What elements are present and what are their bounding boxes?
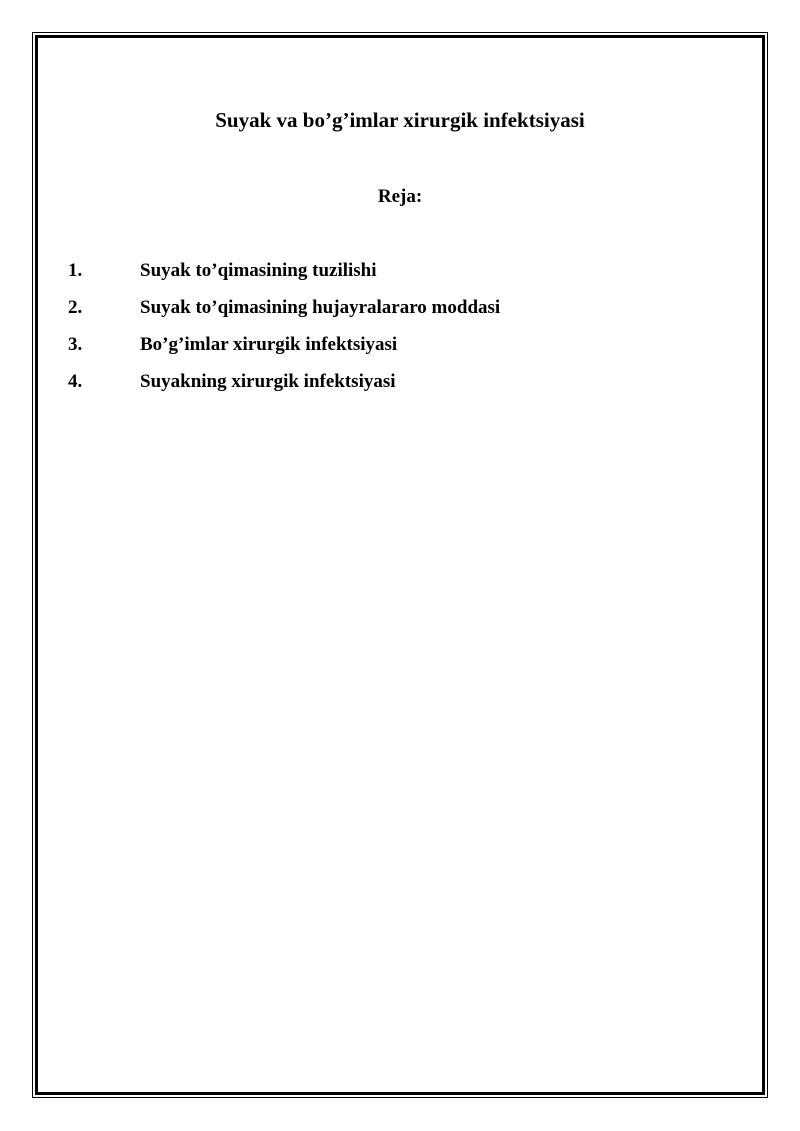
plan-item-number: 1. (68, 260, 83, 281)
plan-item-number: 2. (68, 297, 83, 318)
plan-item-text: Bo’g’imlar xirurgik infektsiyasi (140, 334, 398, 355)
plan-item (0, 369, 800, 406)
plan-item-number: 3. (68, 334, 83, 355)
plan-item-text: Suyak to’qimasining tuzilishi (140, 260, 377, 281)
plan-item (0, 332, 800, 369)
plan-item (0, 295, 800, 332)
plan-item-text: Suyakning xirurgik infektsiyasi (140, 371, 396, 392)
document-title: Suyak va bo’g’imlar xirurgik infektsiyasi (215, 108, 585, 132)
plan-item (0, 258, 800, 295)
plan-item-number: 4. (68, 371, 83, 392)
plan-item-text: Suyak to’qimasining hujayralararo moddasi (140, 297, 501, 318)
plan-list (0, 258, 800, 406)
plan-heading: Reja: (377, 186, 423, 207)
